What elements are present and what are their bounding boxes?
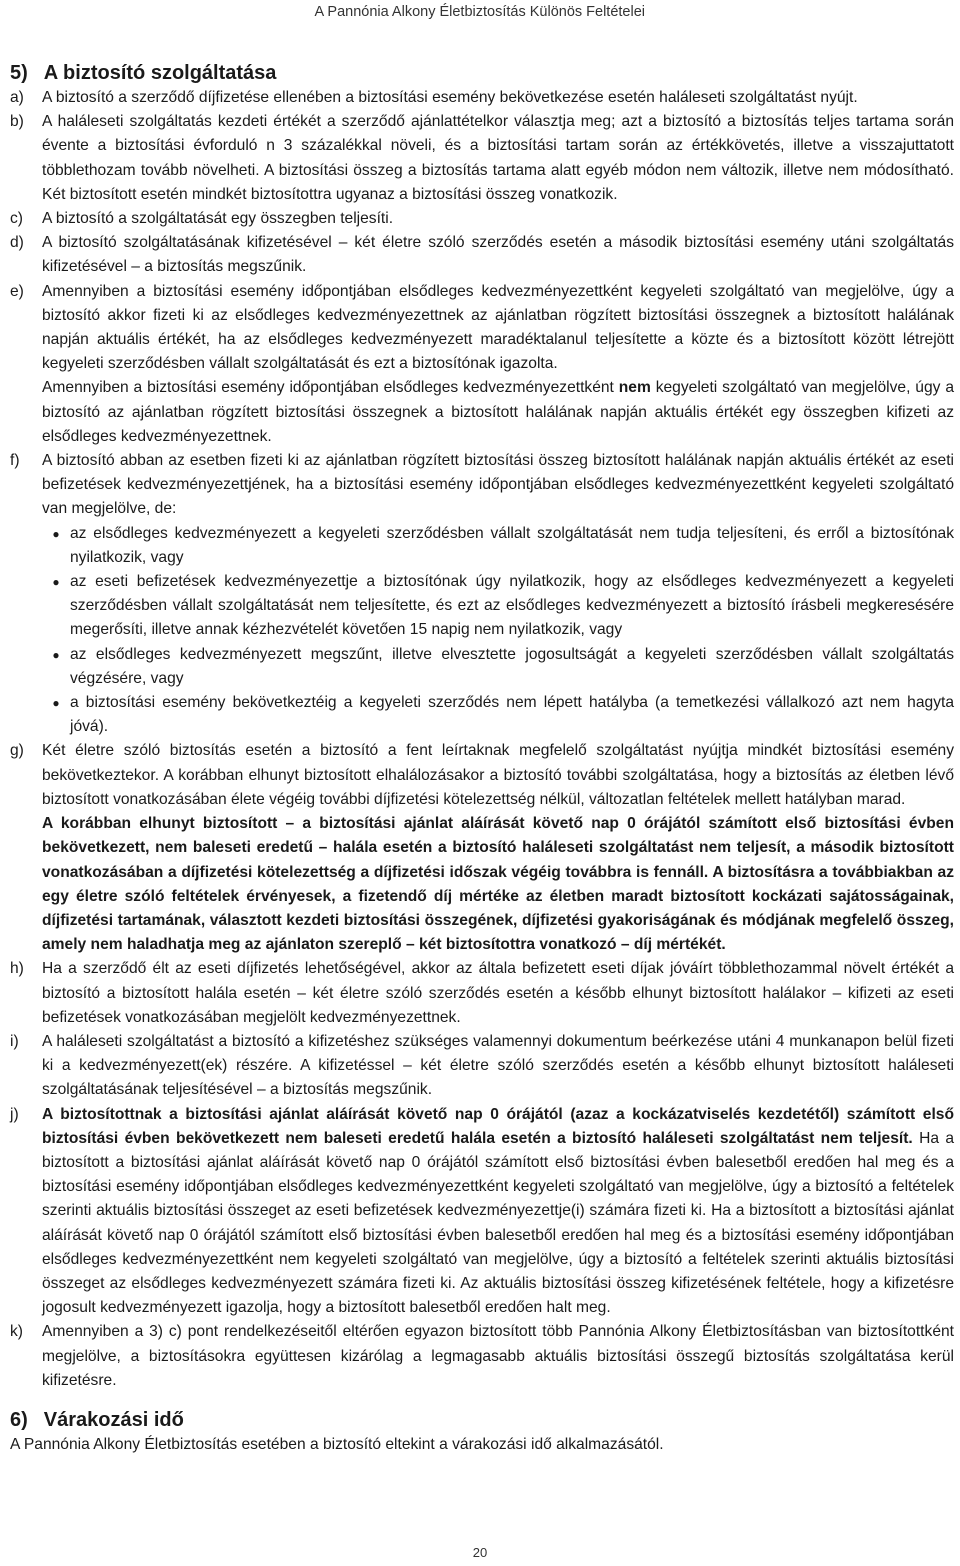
item-j bbox=[10, 1103, 954, 1321]
section-6-heading bbox=[10, 1407, 954, 1433]
section-6-text: A Pannónia Alkony Életbiztosítás esetében a biztosító eltekint a várakozási idő alkalmazásától. bbox=[10, 1435, 664, 1453]
bullet-text: az eseti befizetések kedvezményezettje a biztosítónak úgy nyilatkozik, hogy az elsődleges kedvezményezett a kegyeleti szerződésben vállalt szolgáltatását nem teljesítette, és ezt az elsődleges kedvezményezett a biztosító írásbeli megkeresésére megerősíti, illetve annak kézhezvételét követően 15 napig nem nyilatkozik, vagy bbox=[70, 573, 954, 639]
item-h bbox=[10, 957, 954, 1030]
bullet-text: az elsődleges kedvezményezett a kegyeleti szerződésben vállalt szolgáltatását nem tudja teljesíteni, és erről a biztosítónak nyilatkozik, vagy bbox=[70, 524, 954, 566]
item-g-bold-paragraph: A korábban elhunyt biztosított – a biztosítási ajánlat aláírását követő nap 0 órájától számított első biztosítási évben bekövetkezett, nem baleseti eredetű – halála esetén a biztosító haláleseti szolgáltatást nem teljesít, a második biztosított vonatkozásában a díjfizetési kötelezettség a díjfizetési időszak végéig továbbra is fennáll. A biztosításra a továbbiakban az egy életre szóló feltételek érvényesek, a fizetendő díj mértéke az életben maradt biztosított kockázati sajátosságainak, díjfizetési tartamának, választott kezdeti biztosítási összegének, díjfizetési gyakoriságának és módjának megfelelő összeg, amely nem haladhatja meg az ajánlaton szereplő – két biztosítottra vonatkozó – díj mértékét. bbox=[42, 815, 954, 954]
section-6-number: 6) bbox=[10, 1408, 28, 1431]
item-b-label: b) bbox=[10, 113, 24, 131]
item-a-text: A biztosító a szerződő díjfizetése ellenében a biztosítási esemény bekövetkezése esetén haláleseti szolgáltatást nyújt. bbox=[42, 89, 858, 106]
item-j-bold-text: A biztosítottnak a biztosítási ajánlat aláírását követő nap 0 órájától (azaz a kockázatviselés kezdetétől) számított első biztosítási évben bekövetkezett nem baleseti eredetű halála esetén a biztosító haláleseti szolgáltatást nem teljesít. bbox=[42, 1105, 954, 1147]
item-a bbox=[10, 86, 954, 110]
item-f bbox=[10, 449, 954, 522]
list-item bbox=[42, 570, 954, 643]
item-d-text: A biztosító szolgáltatásának kifizetésével – két életre szóló szerződés esetén a második biztosítási esemény utáni szolgáltatás kifizetésével – a biztosítás megszűnik. bbox=[42, 234, 954, 276]
item-e-text2-post: kegyeleti szolgáltató van megjelölve, úgy a biztosító az ajánlatban rögzített biztosítási összegnek a biztosított halálának napján aktuális értékét egy összegben kifizeti az elsődleges kedvezményezettnek. bbox=[42, 379, 954, 445]
item-g-text: Két életre szóló biztosítás esetén a biztosító a fent leírtaknak megfelelő szolgáltatást nyújtja mindkét biztosítási esemény bekövetkeztekor. A korábban elhunyt biztosított elhalálozásakor a biztosító további szolgáltatása, hogy a biztosítás az életben lévő biztosított vonatkozásában élete végéig további díjfizetési kötelezettség nélkül, változatlan feltételek mellett hatályban marad. bbox=[42, 742, 954, 808]
item-f-label: f) bbox=[10, 452, 20, 470]
bullet-text: a biztosítási esemény bekövetkeztéig a kegyeleti szerződés nem lépett hatályba (a temetkezési vállalkozó azt nem hagyta jóvá). bbox=[70, 694, 954, 736]
item-f-text: A biztosító abban az esetben fizeti ki az ajánlatban rögzített biztosítási összeg biztosított halálának napján aktuális értékét az eseti befizetések kedvezményezettjének, ha a biztosítási esemény időpontjában elsődleges kedvezményezettként kegyeleti szolgáltató van megjelölve, de: bbox=[42, 452, 954, 518]
page-number: 20 bbox=[472, 1545, 488, 1560]
section-5-number: 5) bbox=[10, 62, 28, 84]
item-d-label: d) bbox=[10, 234, 24, 252]
item-c bbox=[10, 207, 954, 231]
section-6 bbox=[10, 1407, 954, 1457]
section-6-title: Várakozási idő bbox=[43, 1408, 184, 1431]
item-e-text2-pre: Amennyiben a biztosítási esemény időpontjában elsődleges kedvezményezettként bbox=[42, 379, 619, 397]
bullet-icon: ● bbox=[52, 526, 60, 541]
document-body bbox=[10, 60, 954, 1457]
item-f-bullet-list bbox=[10, 522, 954, 740]
item-e-paragraph-2 bbox=[10, 376, 954, 449]
list-item bbox=[42, 643, 954, 691]
item-b-text: A haláleseti szolgáltatás kezdeti értékét a szerződő ajánlattételkor választja meg; azt a biztosító a biztosítás teljes tartama során évente a biztosítási évforduló n 3 százalékkal növeli, és a biztosítási tartam során az értékkövetés, illetve a visszajuttatott többlethozam tovább növelheti. A biztosítási összeg a biztosítás tartama alatt egyéb módon nem változik, illetve nem módosítható. Két biztosított esetén mindkét biztosítottra ugyanaz a biztosítási összeg vonatkozik. bbox=[42, 113, 954, 203]
item-i-label: i) bbox=[10, 1032, 19, 1050]
section-5-title: A biztosító szolgáltatása bbox=[43, 62, 277, 84]
item-d bbox=[10, 231, 954, 279]
item-g bbox=[10, 739, 954, 812]
item-c-label: c) bbox=[10, 210, 23, 228]
bullet-icon: ● bbox=[52, 575, 60, 590]
running-header: A Pannónia Alkony Életbiztosítás Különös Feltételei bbox=[314, 4, 645, 20]
item-a-label: a) bbox=[10, 89, 24, 106]
item-j-text: Ha a biztosított a biztosítási ajánlat aláírását követő nap 0 órájától számított első biztosítási évben balesetből eredően hal meg és a biztosítási esemény időpontjában elsődleges kedvezményezettként kegyeleti szolgáltató van megjelölve, úgy a biztosító a feltételek szerinti aktuális biztosítási összeget az eseti befizetések kedvezményezettje(i) számára fizeti ki. Ha a biztosított a biztosítási ajánlat aláírását követő nap 0 órájától számított első biztosítási évben balesetből eredően hal meg és a biztosítási esemény időpontjában elsődleges kedvezményezettként nem kegyeleti szolgáltató van megjelölve, úgy a biztosító a feltételek szerinti aktuális biztosítási összeget az elsődleges kedvezményezett számára fizeti ki. Az aktuális biztosítási összeg kifizetésének feltétele, hogy a kifizetésre jogosult kedvezményezett igazolja, hogy a biztosított balesetből eredően halt meg. bbox=[42, 1129, 954, 1317]
list-item bbox=[42, 691, 954, 739]
item-h-label: h) bbox=[10, 960, 24, 978]
item-i bbox=[10, 1030, 954, 1103]
item-e bbox=[10, 280, 954, 377]
item-k bbox=[10, 1320, 954, 1393]
item-k-label: k) bbox=[10, 1323, 23, 1341]
item-e-text: Amennyiben a biztosítási esemény időpontjában elsődleges kedvezményezettként kegyeleti szolgáltató van megjelölve, úgy a biztosító akkor fizeti ki az elsődleges kedvezményezettnek az ajánlatban rögzített biztosítási összegnek a biztosított halálának napján aktuális értékét, ha az elsődleges kedvezményezett maradéktalanul teljesítette a közte és a biztosított között létrejött kegyeleti szerződésben vállalt szolgáltatását és ezt a biztosítónak igazolta. bbox=[42, 282, 954, 373]
item-i-text: A haláleseti szolgáltatást a biztosító a kifizetéshez szükséges valamennyi dokumentum beérkezése utáni 4 munkanapon belül fizeti ki a kedvezményezett(ek) részére. A kifizetéssel – két életre szóló szerződés esetén a később elhunyt biztosított haláleseti szolgáltatásának teljesítésével – a biztosítás megszűnik. bbox=[42, 1032, 954, 1099]
item-e-label: e) bbox=[10, 282, 24, 300]
item-k-text: Amennyiben a 3) c) pont rendelkezéseitől eltérően egyazon biztosított több Pannónia Alkony Életbiztosításban van biztosítottként megjelölve, a biztosításokra együttesen kizárólag a legmagasabb aktuális biztosítási összegű biztosítás szolgáltatása kerül kifizetésre. bbox=[42, 1323, 954, 1389]
section-5-heading bbox=[10, 60, 954, 86]
item-b bbox=[10, 110, 954, 207]
bullet-icon: ● bbox=[52, 647, 60, 662]
item-g-label: g) bbox=[10, 742, 24, 760]
bullet-text: az elsődleges kedvezményezett megszűnt, illetve elvesztette jogosultságát a kegyeleti szerződésben vállalt szolgáltatás végzésére, vagy bbox=[70, 645, 954, 687]
item-e-text2-bold: nem bbox=[618, 379, 651, 397]
item-j-label: j) bbox=[10, 1105, 19, 1123]
item-c-text: A biztosító a szolgáltatását egy összegben teljesíti. bbox=[42, 210, 394, 228]
bullet-icon: ● bbox=[52, 696, 60, 711]
item-h-text: Ha a szerződő élt az eseti díjfizetés lehetőségével, akkor az általa befizetett eseti díjak jóváírt többlethozammal növelt értékét a biztosító a biztosított halála esetén – két életre szóló szerződés esetén a később elhunyt biztosított halálakor – kifizeti az eseti befizetések vonatkozásában megjelölt kedvezményezettnek. bbox=[42, 960, 954, 1026]
list-item bbox=[42, 522, 954, 570]
item-j-content bbox=[42, 1103, 954, 1321]
